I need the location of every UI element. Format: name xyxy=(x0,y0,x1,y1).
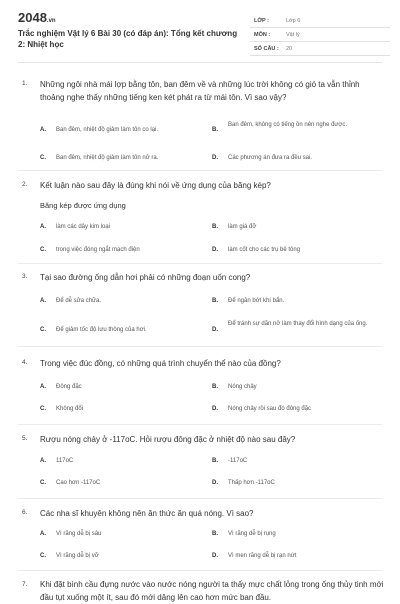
question-divider xyxy=(18,424,382,425)
option-letter: D. xyxy=(212,553,218,559)
option-letter: D. xyxy=(212,406,218,412)
option-letter: A. xyxy=(40,127,46,133)
option-letter: C. xyxy=(40,553,46,559)
option-letter: D. xyxy=(212,155,218,161)
question-number: 5. xyxy=(22,435,28,442)
option-text: Để ngăn bớt khí bẩn. xyxy=(228,298,285,304)
option-letter: A. xyxy=(40,531,46,537)
meta-class-value: Lớp 6 xyxy=(286,18,301,24)
option-text: Để giảm tốc độ lưu thông của hơi. xyxy=(56,327,147,333)
option-text: Thấp hơn -117oC xyxy=(228,480,275,486)
option-text: Để dễ sửa chữa. xyxy=(56,298,102,304)
option-letter: C. xyxy=(40,406,46,412)
option-letter: B. xyxy=(212,458,218,464)
question-text: Trong việc đúc đồng, có những quá trình chuyển thể nào của đồng? xyxy=(40,359,281,368)
option-text: Để tránh sự dãn nở làm thay đổi hình dạng của ống. xyxy=(228,321,368,327)
site-logo[interactable] xyxy=(18,10,56,25)
option-letter: C. xyxy=(40,327,46,333)
option-text: Vì răng dễ bị rụng xyxy=(228,531,276,537)
option-text: Cao hơn -117oC xyxy=(56,480,101,486)
question-text: Kết luận nào sau đây là đúng khi nói về ứng dụng của băng kép? xyxy=(40,181,271,190)
option-text: làm giá đỡ xyxy=(228,224,257,230)
logo-text: 2048 xyxy=(18,10,47,25)
question-number: 4. xyxy=(22,359,28,366)
meta-subject-value: Vật lý xyxy=(286,32,300,38)
question-number: 1. xyxy=(22,80,28,87)
option-letter: A. xyxy=(40,224,46,230)
question-text: Rượu nóng chảy ở -117oC. Hỏi rượu đông đặc ở nhiệt độ nào sau đây? xyxy=(40,435,296,444)
option-text: Các phương án đưa ra đều sai. xyxy=(228,155,313,161)
header-divider xyxy=(18,62,382,63)
meta-subject xyxy=(250,28,390,42)
option-text: Nóng chảy xyxy=(228,384,257,390)
meta-class xyxy=(250,14,390,28)
option-text: Ban đêm, nhiệt độ giảm làm tôn nở ra. xyxy=(56,155,159,161)
meta-subject-label: MÔN : xyxy=(254,32,271,38)
option-text: trong việc đóng ngắt mạch điện xyxy=(56,247,140,253)
option-letter: B. xyxy=(212,531,218,537)
question-divider xyxy=(18,498,382,499)
option-text: Không đổi xyxy=(56,406,84,412)
option-text: Vì răng dễ bị vỡ xyxy=(56,553,99,559)
option-text: Vì răng dễ bị sâu xyxy=(56,531,102,537)
option-text: 117oC xyxy=(56,458,74,464)
logo-suffix: .vn xyxy=(46,18,56,24)
option-letter: B. xyxy=(212,384,218,390)
question-text: Những ngôi nhà mái lợp bằng tôn, ban đêm về và những lúc trời không có gió ta vẫn thỉnh thoảng nghe thấy những tiếng ken két phát ra từ mái tôn. Vì sao vậy? xyxy=(40,80,360,102)
option-text: Nóng chảy rồi sau đó đông đặc xyxy=(228,406,312,412)
option-text: làm cốt cho các trụ bê tông xyxy=(228,247,301,253)
option-letter: B. xyxy=(212,127,218,133)
option-letter: B. xyxy=(212,224,218,230)
question-text: Khi đặt bình cầu đựng nước vào nước nóng người ta thấy mực chất lỏng trong ống thủy tinh mới đầu tụt xuống một ít, sau đó mới dâng lên cao hơn mức ban đầu. xyxy=(40,580,384,602)
meta-class-label: LỚP : xyxy=(254,18,269,24)
question-text: Tại sao đường ống dẫn hơi phải có những đoạn uốn cong? xyxy=(40,273,251,282)
question-number: 2. xyxy=(22,181,28,188)
meta-count-label: SỐ CÂU : xyxy=(254,46,279,52)
option-letter: C. xyxy=(40,247,46,253)
option-letter: D. xyxy=(212,480,218,486)
question-number: 6. xyxy=(22,509,28,516)
option-text: -117oC xyxy=(228,458,248,464)
question-divider xyxy=(18,170,382,171)
meta-count xyxy=(250,42,390,56)
option-letter: A. xyxy=(40,298,46,304)
option-text: làm các dây kim loại xyxy=(56,224,111,230)
option-letter: C. xyxy=(40,155,46,161)
option-letter: A. xyxy=(40,458,46,464)
question-divider xyxy=(18,263,382,264)
question-number: 3. xyxy=(22,273,28,280)
question-text: Các nha sĩ khuyên không nên ăn thức ăn quá nóng. Vì sao? xyxy=(40,509,254,518)
option-text: Đông đặc xyxy=(56,384,82,390)
option-text: Ban đêm, không có tiếng ồn nên nghe được. xyxy=(228,122,348,128)
question-divider xyxy=(18,346,382,347)
page-header xyxy=(0,0,400,62)
option-letter: A. xyxy=(40,384,46,390)
question-subtext: Băng kép được ứng dụng xyxy=(40,201,126,210)
option-letter: D. xyxy=(212,247,218,253)
option-letter: B. xyxy=(212,298,218,304)
meta-count-value: 20 xyxy=(286,46,293,52)
option-letter: D. xyxy=(212,327,218,333)
question-divider xyxy=(18,570,382,571)
option-letter: C. xyxy=(40,480,46,486)
option-text: Ban đêm, nhiệt độ giảm làm tôn co lại. xyxy=(56,127,159,133)
document-title: Trắc nghiệm Vật lý 6 Bài 30 (có đáp án): Tổng kết chương 2: Nhiệt học xyxy=(18,29,238,49)
option-text: Vì men răng dễ bị rạn nứt xyxy=(228,553,297,559)
question-number: 7. xyxy=(22,581,28,588)
